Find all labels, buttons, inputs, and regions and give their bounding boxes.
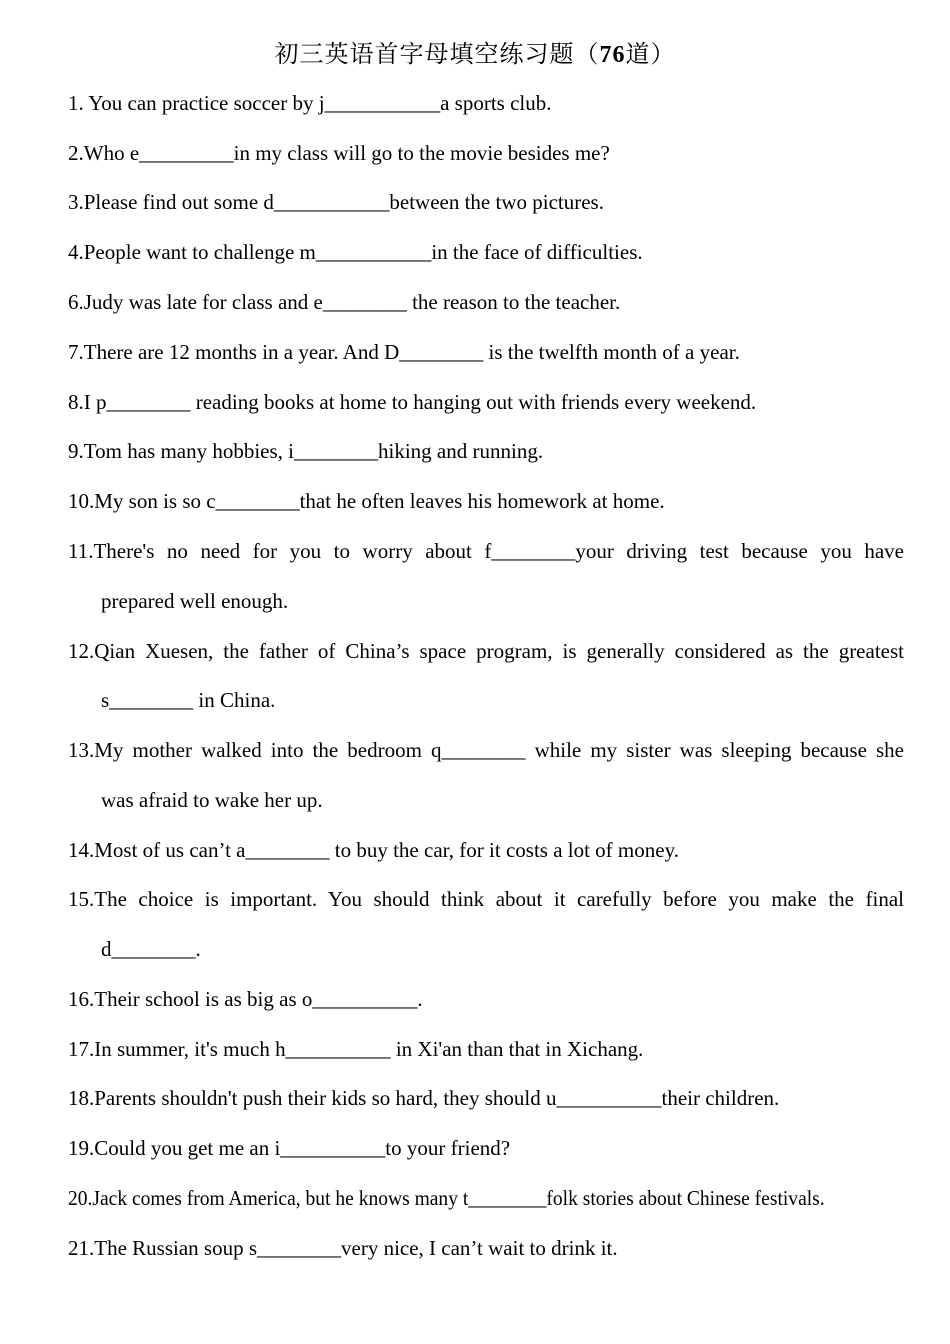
question-2: 2.Who e_________in my class will go to the movie besides me? bbox=[68, 141, 610, 165]
question-17: 17.In summer, it's much h__________ in Xi'an than that in Xichang. bbox=[68, 1037, 644, 1061]
question-12-cont: s________ in China. bbox=[101, 688, 276, 712]
title-number: 76 bbox=[599, 42, 626, 68]
question-20-text: 20.Jack comes from America, but he knows many t________folk stories about Chinese festivals. bbox=[68, 1186, 825, 1210]
page-title bbox=[0, 34, 950, 69]
question-13-cont: was afraid to wake her up. bbox=[101, 788, 323, 812]
question-1: 1. You can practice soccer by j___________a sports club. bbox=[68, 91, 552, 115]
title-suffix: 道） bbox=[625, 42, 676, 68]
question-15: 15.The choice is important. You should think about it carefully before you make the final bbox=[68, 887, 904, 911]
question-11-cont: prepared well enough. bbox=[101, 589, 289, 613]
question-13: 13.My mother walked into the bedroom q________ while my sister was sleeping because she bbox=[68, 738, 904, 762]
question-4: 4.People want to challenge m___________in the face of difficulties. bbox=[68, 240, 643, 264]
question-12: 12.Qian Xuesen, the father of China’s space program, is generally considered as the greatest bbox=[68, 639, 904, 663]
question-11: 11.There's no need for you to worry about f________your driving test because you have bbox=[68, 539, 904, 563]
question-16: 16.Their school is as big as o__________. bbox=[68, 987, 423, 1011]
title-prefix: 初三英语首字母填空练习题（ bbox=[274, 42, 600, 68]
question-14: 14.Most of us can’t a________ to buy the car, for it costs a lot of money. bbox=[68, 838, 679, 862]
question-19: 19.Could you get me an i__________to your friend? bbox=[68, 1136, 511, 1160]
question-8: 8.I p________ reading books at home to hanging out with friends every weekend. bbox=[68, 390, 757, 414]
question-21: 21.The Russian soup s________very nice, I can’t wait to drink it. bbox=[68, 1236, 618, 1260]
question-9: 9.Tom has many hobbies, i________hiking and running. bbox=[68, 439, 544, 463]
question-6: 6.Judy was late for class and e________ the reason to the teacher. bbox=[68, 290, 621, 314]
question-3: 3.Please find out some d___________between the two pictures. bbox=[68, 190, 604, 214]
question-20 bbox=[68, 1184, 904, 1212]
question-10: 10.My son is so c________that he often leaves his homework at home. bbox=[68, 489, 665, 513]
question-7: 7.There are 12 months in a year. And D________ is the twelfth month of a year. bbox=[68, 340, 740, 364]
question-15-cont: d________. bbox=[101, 937, 201, 961]
question-18: 18.Parents shouldn't push their kids so hard, they should u__________their children. bbox=[68, 1086, 780, 1110]
